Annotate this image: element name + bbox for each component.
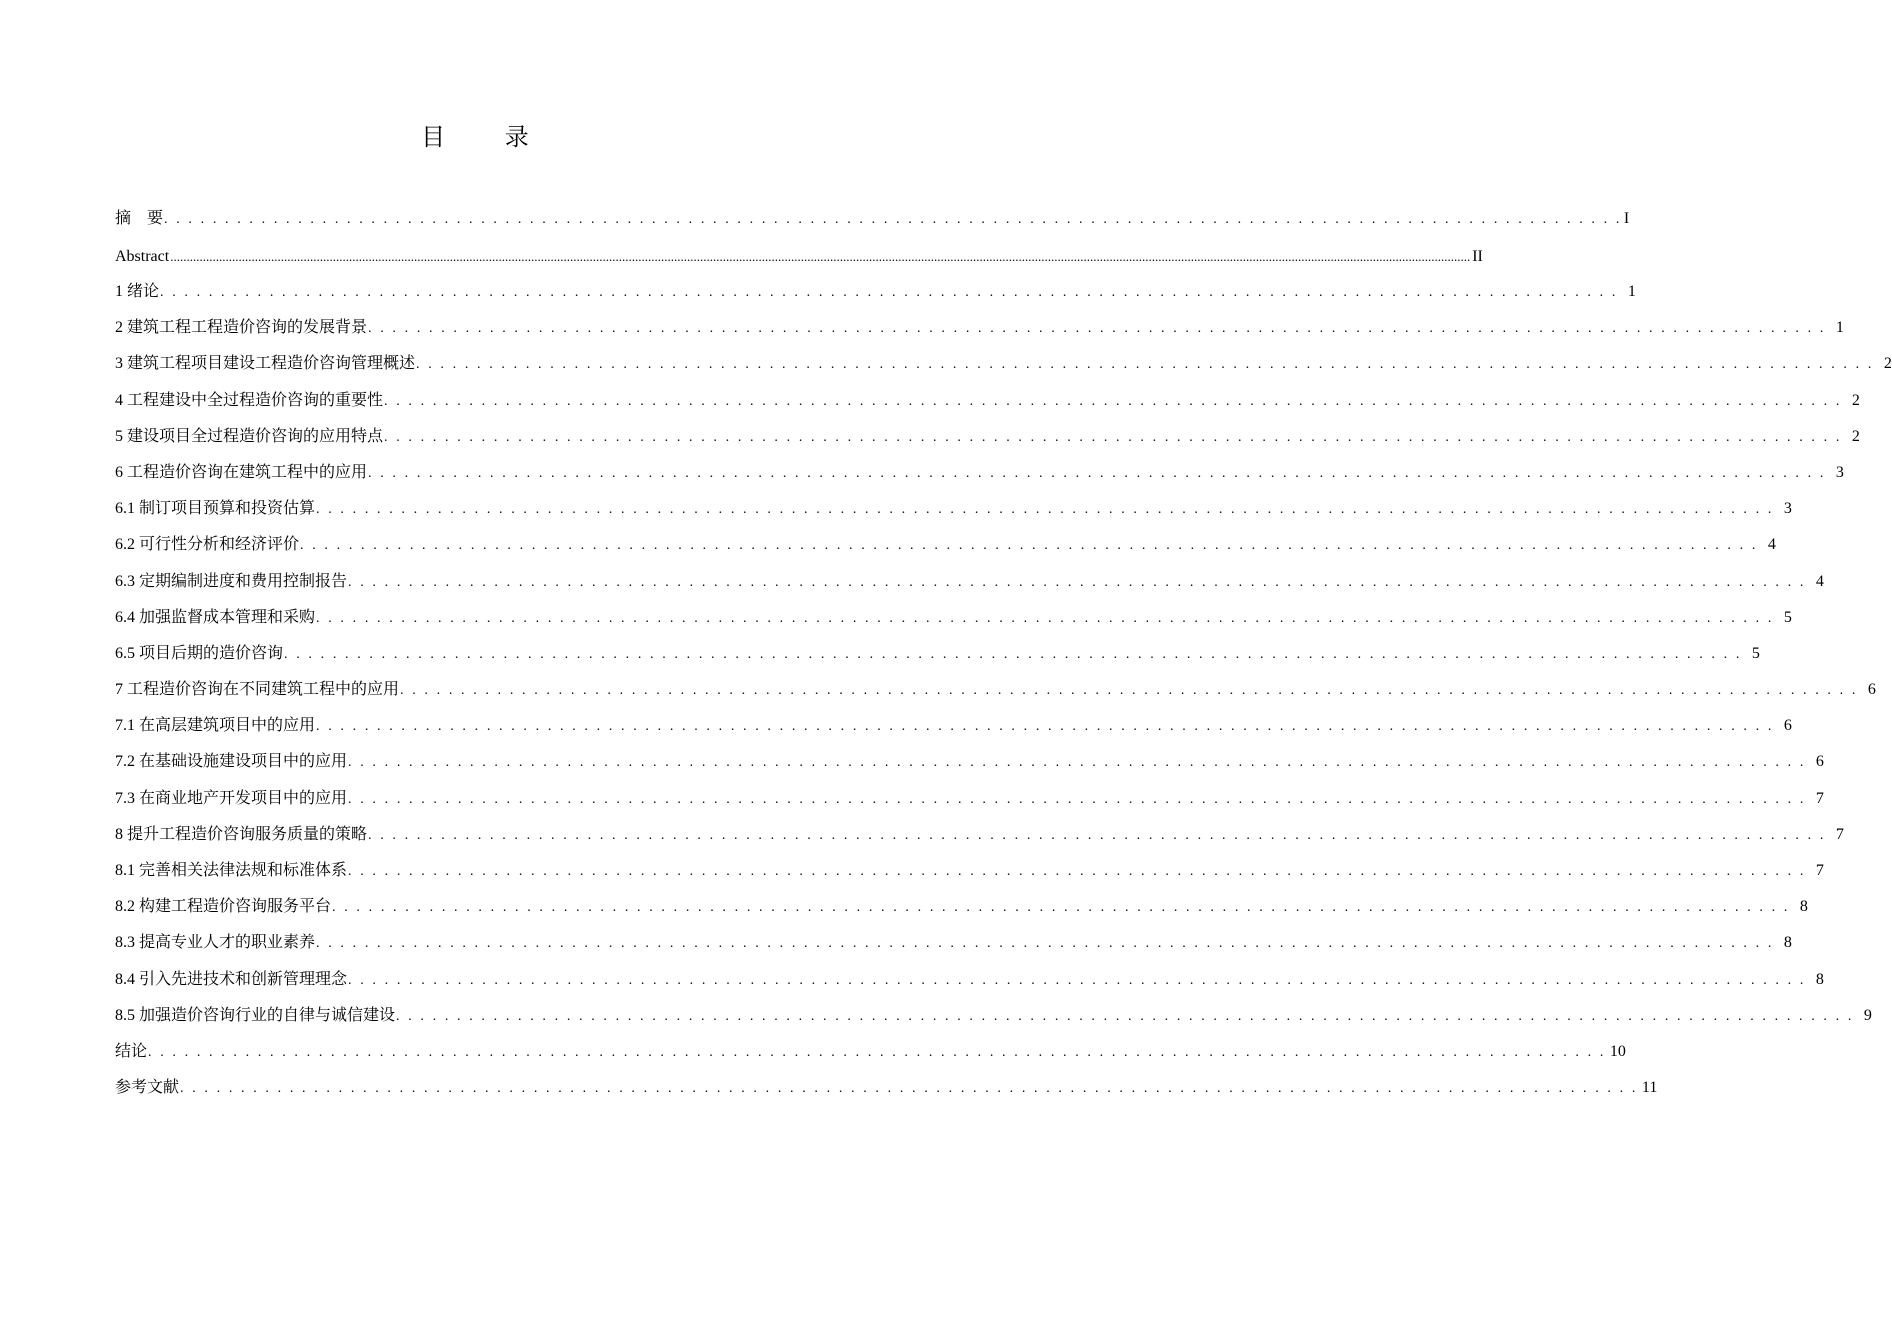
toc-entry-page: 4 xyxy=(1815,572,1824,590)
toc-entry-label: 1 绪论 xyxy=(115,283,160,300)
toc-entry-page: 9 xyxy=(1863,1006,1872,1024)
toc-entry-page: 6 xyxy=(1867,681,1876,699)
toc-entry-page: 6 xyxy=(1815,753,1824,771)
toc-entry xyxy=(115,1042,1626,1078)
toc-leader-dots: . . . . . . . . . . . . . . . . . . . . . . . . . . . . . . . . . . . . . . . . . . . . . . . . . . . . . . . . . . . . . . . . . . . . . . . . . . . . . . . . . . . . . . . . . . . . . . . . . . . . . . . . . . . . . . . . . . . . . . . . xyxy=(316,610,1774,626)
toc-leader-dots: . . . . . . . . . . . . . . . . . . . . . . . . . . . . . . . . . . . . . . . . . . . . . . . . . . . . . . . . . . . . . . . . . . . . . . . . . . . . . . . . . . . . . . . . . . . . . . . . . . . . . . . . . . . . . . . . . . . . . . . . xyxy=(300,538,1758,554)
toc-leader-dots: . . . . . . . . . . . . . . . . . . . . . . . . . . . . . . . . . . . . . . . . . . . . . . . . . . . . . . . . . . . . . . . . . . . . . . . . . . . . . . . . . . . . . . . . . . . . . . . . . . . . . . . . . . . . . . . . . . . . . . . . xyxy=(316,502,1774,518)
toc-entry xyxy=(115,427,1860,463)
toc-leader-dots: . . . . . . . . . . . . . . . . . . . . . . . . . . . . . . . . . . . . . . . . . . . . . . . . . . . . . . . . . . . . . . . . . . . . . . . . . . . . . . . . . . . . . . . . . . . . . . . . . . . . . . . . . . . . . . . . . . . . . . . . xyxy=(348,755,1806,771)
toc-entry-page: 10 xyxy=(1609,1042,1626,1060)
toc-entry-label: 8.2 构建工程造价咨询服务平台 xyxy=(115,898,332,916)
toc-leader-dots: . . . . . . . . . . . . . . . . . . . . . . . . . . . . . . . . . . . . . . . . . . . . . . . . . . . . . . . . . . . . . . . . . . . . . . . . . . . . . . . . . . . . . . . . . . . . . . . . . . . . . . . . . . . . . . . . . . . . . . . . xyxy=(396,1008,1854,1024)
toc-entry-label: 6.1 制订项目预算和投资估算 xyxy=(115,500,316,518)
toc-entry xyxy=(115,933,1792,969)
toc-entry-label: 8 提升工程造价咨询服务质量的策略 xyxy=(115,825,368,843)
toc-entry xyxy=(115,897,1808,933)
toc-entry-label: 8.5 加强造价咨询行业的自律与诚信建设 xyxy=(115,1006,396,1024)
toc-entry-label: 7.1 在高层建筑项目中的应用 xyxy=(115,717,316,735)
toc-entry-label: 3 建筑工程项目建设工程造价咨询管理概述 xyxy=(115,355,416,373)
toc-entry-label: 7 工程造价咨询在不同建筑工程中的应用 xyxy=(115,681,400,699)
toc-entry xyxy=(115,680,1876,716)
toc-leader-dots: . . . . . . . . . . . . . . . . . . . . . . . . . . . . . . . . . . . . . . . . . . . . . . . . . . . . . . . . . . . . . . . . . . . . . . . . . . . . . . . . . . . . . . . . . . . . . . . . . . . . . . . . . . . . . . . . . . . . . . . . xyxy=(400,683,1858,699)
toc-entry-page: 2 xyxy=(1851,427,1860,445)
toc-entry xyxy=(115,1006,1872,1042)
toc-entry-label: 7.2 在基础设施建设项目中的应用 xyxy=(115,753,348,771)
toc-entry xyxy=(115,535,1776,571)
toc-leader-dots: . . . . . . . . . . . . . . . . . . . . . . . . . . . . . . . . . . . . . . . . . . . . . . . . . . . . . . . . . . . . . . . . . . . . . . . . . . . . . . . . . . . . . . . . . . . . . . . . . . . . . . . . . . . . . . . . . . . . . . . . xyxy=(148,1044,1606,1060)
toc-entry-page: 8 xyxy=(1799,898,1808,916)
toc-leader-dots: . . . . . . . . . . . . . . . . . . . . . . . . . . . . . . . . . . . . . . . . . . . . . . . . . . . . . . . . . . . . . . . . . . . . . . . . . . . . . . . . . . . . . . . . . . . . . . . . . . . . . . . . . . . . . . . . . . . . . . . . xyxy=(180,1081,1638,1097)
toc-entry-page: 3 xyxy=(1783,500,1792,518)
toc-leader-dots: . . . . . . . . . . . . . . . . . . . . . . . . . . . . . . . . . . . . . . . . . . . . . . . . . . . . . . . . . . . . . . . . . . . . . . . . . . . . . . . . . . . . . . . . . . . . . . . . . . . . . . . . . . . . . . . . . . . . . . . . xyxy=(348,791,1806,807)
toc-entry-page: 4 xyxy=(1767,536,1776,554)
toc-leader-dots: . . . . . . . . . . . . . . . . . . . . . . . . . . . . . . . . . . . . . . . . . . . . . . . . . . . . . . . . . . . . . . . . . . . . . . . . . . . . . . . . . . . . . . . . . . . . . . . . . . . . . . . . . . . . . . . . . . . . . . . . xyxy=(316,936,1774,952)
toc-entry-label: 摘 要 xyxy=(115,210,164,227)
toc-entry xyxy=(115,608,1792,644)
toc-entry-label: 8.3 提高专业人才的职业素养 xyxy=(115,934,316,952)
toc-entry-label: 7.3 在商业地产开发项目中的应用 xyxy=(115,789,348,807)
toc-entry-label: 6.4 加强监督成本管理和采购 xyxy=(115,608,316,626)
toc-entry-label: 2 建筑工程工程造价咨询的发展背景 xyxy=(115,319,368,337)
toc-entry xyxy=(115,825,1844,861)
toc-entry-page: 5 xyxy=(1783,608,1792,626)
toc-leader-dots: . . . . . . . . . . . . . . . . . . . . . . . . . . . . . . . . . . . . . . . . . . . . . . . . . . . . . . . . . . . . . . . . . . . . . . . . . . . . . . . . . . . . . . . . . . . . . . . . . . . . . . . . . . . . . . . . . . . . . . . . xyxy=(348,574,1806,590)
toc-leader-dots: ................................................................................................................................................................................................................................................................................................................................................................................................................ xyxy=(170,249,1471,264)
toc-leader-dots: . . . . . . . . . . . . . . . . . . . . . . . . . . . . . . . . . . . . . . . . . . . . . . . . . . . . . . . . . . . . . . . . . . . . . . . . . . . . . . . . . . . . . . . . . . . . . . . . . . . . . . . . . . . . . . . . . . . . . . . . xyxy=(348,972,1806,988)
toc-entry xyxy=(115,572,1824,608)
toc-leader-dots: . . . . . . . . . . . . . . . . . . . . . . . . . . . . . . . . . . . . . . . . . . . . . . . . . . . . . . . . . . . . . . . . . . . . . . . . . . . . . . . . . . . . . . . . . . . . . . . . . . . . . . . . . . . . . . . . . . . . . . . . xyxy=(384,429,1842,445)
toc-entry-label: 6 工程造价咨询在建筑工程中的应用 xyxy=(115,463,368,481)
toc-entry-label: 参考文献 xyxy=(115,1079,180,1097)
toc-leader-dots: . . . . . . . . . . . . . . . . . . . . . . . . . . . . . . . . . . . . . . . . . . . . . . . . . . . . . . . . . . . . . . . . . . . . . . . . . . . . . . . . . . . . . . . . . . . . . . . . . . . . . . . . . . . . . . . . . . . . . . . . xyxy=(368,465,1826,481)
toc-entry xyxy=(115,282,1636,318)
toc-leader-dots: . . . . . . . . . . . . . . . . . . . . . . . . . . . . . . . . . . . . . . . . . . . . . . . . . . . . . . . . . . . . . . . . . . . . . . . . . . . . . . . . . . . . . . . . . . . . . . . . . . . . . . . . . . . . . . . . . . . . . . . . xyxy=(316,719,1774,735)
toc-entry-page: 8 xyxy=(1815,970,1824,988)
toc-entry-label: 4 工程建设中全过程造价咨询的重要性 xyxy=(115,391,384,409)
toc-entry xyxy=(115,752,1824,788)
toc-leader-dots: . . . . . . . . . . . . . . . . . . . . . . . . . . . . . . . . . . . . . . . . . . . . . . . . . . . . . . . . . . . . . . . . . . . . . . . . . . . . . . . . . . . . . . . . . . . . . . . . . . . . . . . . . . . . . . . . . . . . . . . . xyxy=(348,864,1806,879)
toc-leader-dots: . . . . . . . . . . . . . . . . . . . . . . . . . . . . . . . . . . . . . . . . . . . . . . . . . . . . . . . . . . . . . . . . . . . . . . . . . . . . . . . . . . . . . . . . . . . . . . . . . . . . . . . . . . . . . . . . . . . . . . . . xyxy=(384,393,1842,409)
toc-entry-page: 6 xyxy=(1783,717,1792,735)
toc-entry-page: 1 xyxy=(1835,319,1844,337)
toc-entry-label: 6.5 项目后期的造价咨询 xyxy=(115,644,284,662)
toc-entry-label: 5 建设项目全过程造价咨询的应用特点 xyxy=(115,427,384,445)
toc-entry-label: 6.3 定期编制进度和费用控制报告 xyxy=(115,572,348,590)
toc-entry-page: 7 xyxy=(1815,862,1824,879)
toc-entry-label: 6.2 可行性分析和经济评价 xyxy=(115,536,300,554)
toc-entry xyxy=(115,499,1792,535)
toc-leader-dots: . . . . . . . . . . . . . . . . . . . . . . . . . . . . . . . . . . . . . . . . . . . . . . . . . . . . . . . . . . . . . . . . . . . . . . . . . . . . . . . . . . . . . . . . . . . . . . . . . . . . . . . . . . . . . . . . . . . . . . . . xyxy=(332,900,1790,916)
toc-leader-dots: . . . . . . . . . . . . . . . . . . . . . . . . . . . . . . . . . . . . . . . . . . . . . . . . . . . . . . . . . . . . . . . . . . . . . . . . . . . . . . . . . . . . . . . . . . . . . . . . . . . . . . . . . . . . . . . . . . . . . . . . xyxy=(160,285,1618,300)
toc-entry xyxy=(115,247,1483,282)
toc-title: 目 录 xyxy=(421,123,555,151)
toc-entry xyxy=(115,716,1792,752)
toc-entry xyxy=(115,644,1760,680)
toc-entry-page: 7 xyxy=(1835,825,1844,843)
toc-entry xyxy=(115,970,1824,1006)
toc-entry-page: 2 xyxy=(1883,355,1892,373)
toc-entry-page: I xyxy=(1623,210,1630,227)
toc-entry-label: 结论 xyxy=(115,1042,148,1060)
toc-entry-page: II xyxy=(1472,248,1483,265)
toc-leader-dots: . . . . . . . . . . . . . . . . . . . . . . . . . . . . . . . . . . . . . . . . . . . . . . . . . . . . . . . . . . . . . . . . . . . . . . . . . . . . . . . . . . . . . . . . . . . . . . . . . . . . . . . . . . . . . . . . . . . . . . . . xyxy=(368,321,1826,337)
toc-entry xyxy=(115,209,1630,247)
toc-entry-page: 3 xyxy=(1835,463,1844,481)
toc-entry-page: 5 xyxy=(1751,644,1760,662)
toc-entry xyxy=(115,789,1824,825)
toc-entry-label: 8.1 完善相关法律法规和标准体系 xyxy=(115,862,348,879)
toc-leader-dots: . . . . . . . . . . . . . . . . . . . . . . . . . . . . . . . . . . . . . . . . . . . . . . . . . . . . . . . . . . . . . . . . . . . . . . . . . . . . . . . . . . . . . . . . . . . . . . . . . . . . . . . . . . . . . . . . . . . . . . . . xyxy=(164,212,1622,227)
toc-entry-label: 8.4 引入先进技术和创新管理理念 xyxy=(115,970,348,988)
toc-entry xyxy=(115,391,1860,427)
toc-leader-dots: . . . . . . . . . . . . . . . . . . . . . . . . . . . . . . . . . . . . . . . . . . . . . . . . . . . . . . . . . . . . . . . . . . . . . . . . . . . . . . . . . . . . . . . . . . . . . . . . . . . . . . . . . . . . . . . . . . . . . . . . xyxy=(368,827,1826,843)
toc-entry xyxy=(115,318,1844,354)
table-of-contents xyxy=(115,209,1892,1114)
toc-entry xyxy=(115,1078,1658,1114)
toc-leader-dots: . . . . . . . . . . . . . . . . . . . . . . . . . . . . . . . . . . . . . . . . . . . . . . . . . . . . . . . . . . . . . . . . . . . . . . . . . . . . . . . . . . . . . . . . . . . . . . . . . . . . . . . . . . . . . . . . . . . . . . . . xyxy=(284,646,1742,662)
toc-entry-page: 2 xyxy=(1851,391,1860,409)
toc-entry-label: Abstract xyxy=(115,248,170,265)
toc-entry xyxy=(115,861,1824,897)
toc-entry-page: 8 xyxy=(1783,934,1792,952)
toc-entry-page: 11 xyxy=(1641,1079,1658,1097)
toc-leader-dots: . . . . . . . . . . . . . . . . . . . . . . . . . . . . . . . . . . . . . . . . . . . . . . . . . . . . . . . . . . . . . . . . . . . . . . . . . . . . . . . . . . . . . . . . . . . . . . . . . . . . . . . . . . . . . . . . . . . . . . . . xyxy=(416,357,1874,373)
toc-entry-page: 7 xyxy=(1815,789,1824,807)
toc-entry-page: 1 xyxy=(1627,283,1636,300)
toc-entry xyxy=(115,354,1892,390)
toc-entry xyxy=(115,463,1844,499)
